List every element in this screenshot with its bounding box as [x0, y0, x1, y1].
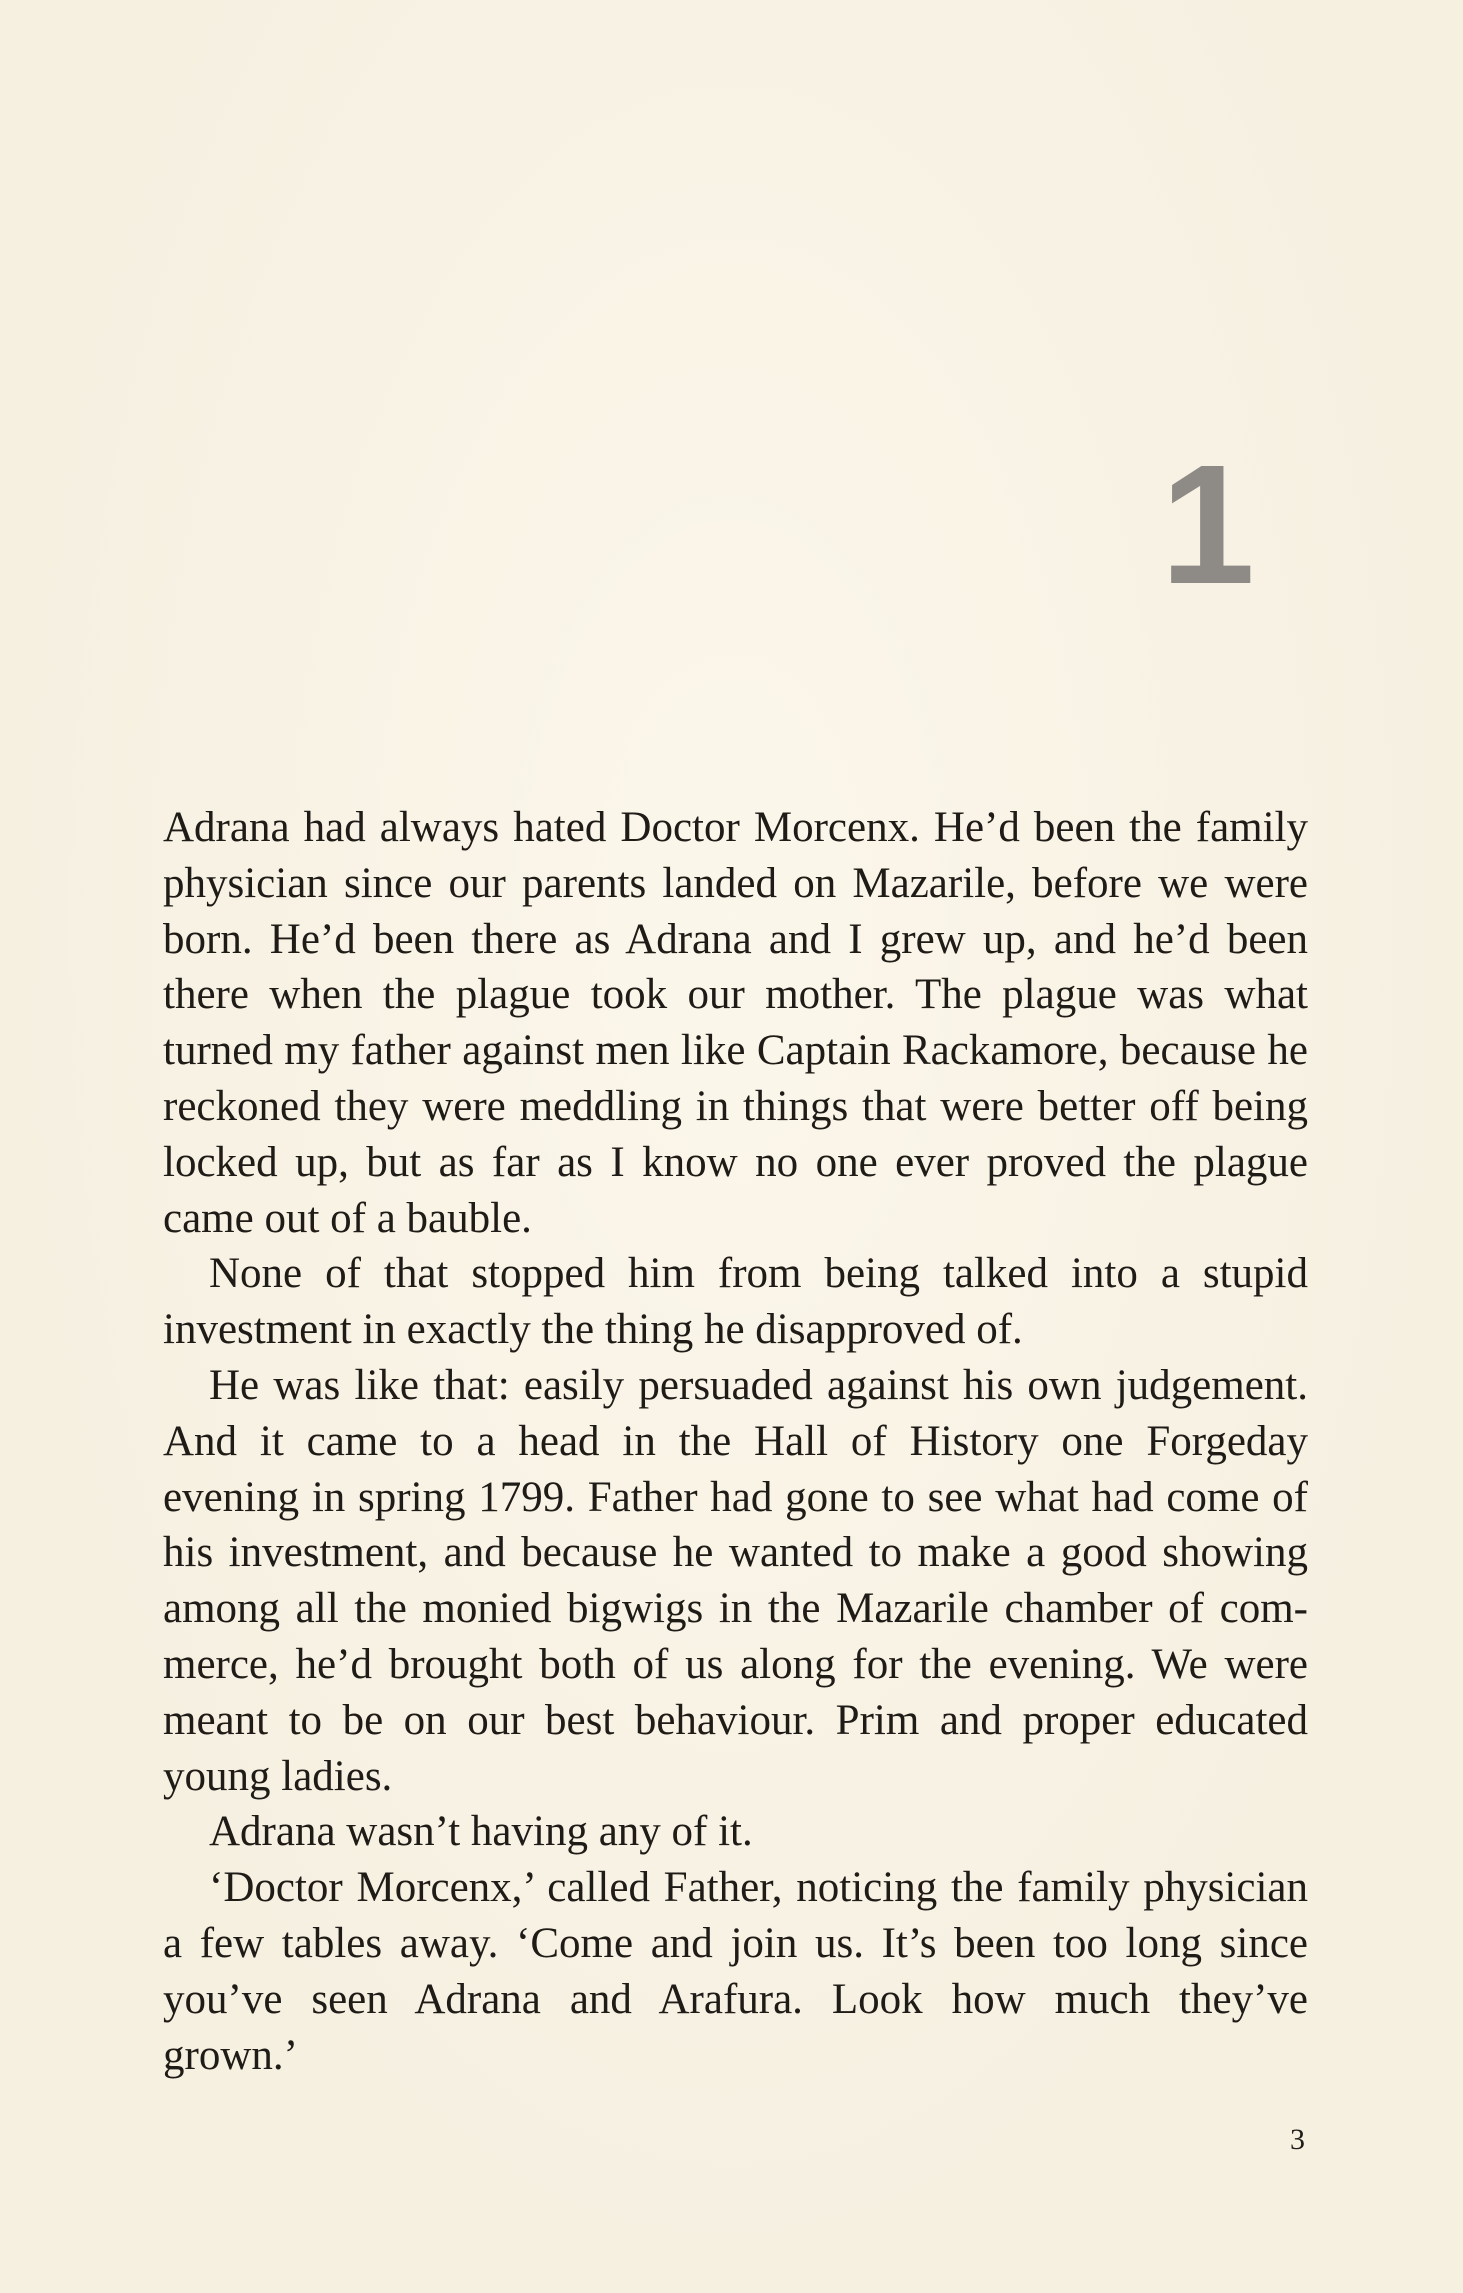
paragraph: Adrana had always hated Doctor Morcenx. He’d been the family physician since our parents landed on Mazarile, before we were born. He’d been there as Adrana and I grew up, and he’d been there when the plague took our mother. The plague was what turned my father against men like Captain Rackamore, because he reckoned they were meddling in things that were better off being locked up, but as far as I know no one ever proved the plague came out of a bauble.	[163, 804, 1308, 1242]
paragraph: ‘Doctor Morcenx,’ called Father, noticing the family physician a few tables away. ‘Come and join us. It’s been too long since you’ve seen Adrana and Arafura. Look how much they’ve grown.’	[163, 1864, 1308, 2079]
body-text	[163, 800, 1308, 2083]
paragraph: He was like that: easily persuaded against his own judgement. And it came to a head in the Hall of History one Forgeday evening in spring 1799. Father had gone to see what had come of his investment, and because he wanted to make a good showing among all the monied bigwigs in the Mazarile chamber of commerce, he’d brought both of us along for the evening. We were meant to be on our best behaviour. Prim and proper educated young ladies.	[163, 1361, 1308, 1800]
paragraph: Adrana wasn’t having any of it.	[209, 1808, 753, 1856]
paragraph: None of that stopped him from being talked into a stupid investment in exactly the thing he disapproved of.	[163, 1250, 1308, 1354]
chapter-number: 1	[1160, 430, 1255, 620]
page-number: 3	[1290, 2123, 1305, 2156]
